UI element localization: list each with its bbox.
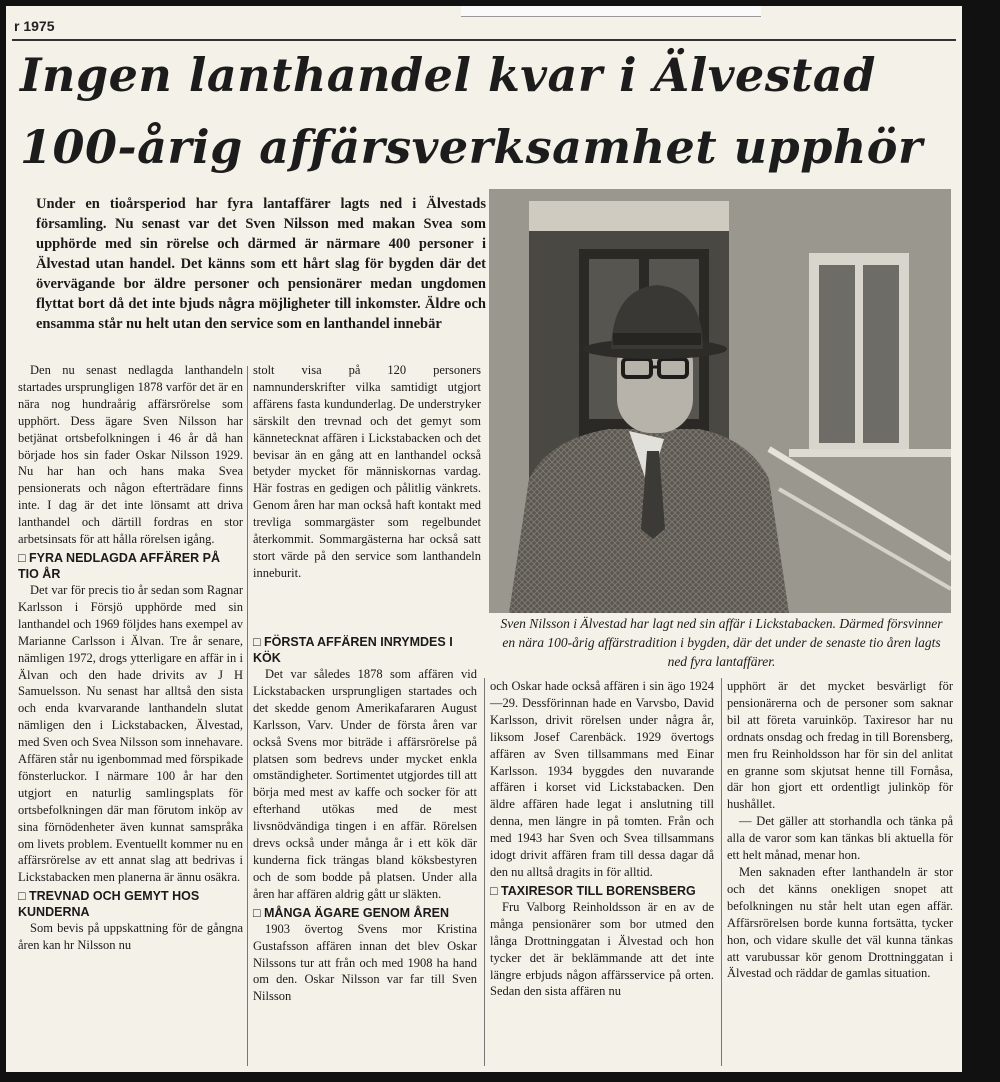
headline-line-1: Ingen lanthandel kvar i Älvestad bbox=[20, 48, 876, 102]
paragraph: 1903 övertog Svens mor Kristina Gustafsson affären innan det blev Oskar Nilssons tur att från och med 1908 ha hand om den. Oskar Nilsson var far till Sven Nilsson bbox=[253, 921, 477, 1004]
column-divider bbox=[484, 678, 485, 1066]
paragraph: Den nu senast nedlagda lanthandeln startades ursprungligen 1878 varför det är en nära nog hundraårig affärsrörelse som upphört. Dess ägare Sven Nilsson har betjänat ortsbefolkningen i 46 år då han började hos sin fader Oskar Nilsson 1929. Nu har han och hans maka Svea pensionerats och någon efterträdare finns inte. I dag är det inte lönsamt att driva lanthandel och därtill fordras en stor arbetsinsats för att hålla rörelsen igång. bbox=[18, 363, 243, 547]
paragraph: Men saknaden efter lanthandeln är stor och det känns onekligen snopet att befolkningen nu står helt utan egen affär. Affärsrörelsen borde kunna fortsätta, tycker hon, och vidare skulle det väl kunna tänkas att varubussar kör genom Drottninggatan i Älvestad och räddar de gamlas situation. bbox=[727, 864, 953, 981]
subheading: □ FYRA NEDLAGDA AFFÄRER PÅ TIO ÅR bbox=[18, 550, 220, 581]
article-column-1 bbox=[18, 362, 243, 954]
column-divider bbox=[721, 678, 722, 1066]
article-column-4 bbox=[490, 678, 714, 1000]
subheading: □ FÖRSTA AFFÄREN INRYMDES I KÖK bbox=[253, 635, 453, 665]
newspaper-clipping bbox=[6, 6, 962, 1072]
subheading: □ MÅNGA ÄGARE GENOM ÅREN bbox=[253, 905, 449, 920]
paragraph: stolt visa på 120 personers namnunderskrifter vilka samtidigt utgjort affärens fasta kundunderlag. De understryker särskilt den trevnad och det gemyt som kännetecknat affären i Lickstabacken och det bevisar än en gång att en lanthandel också betyder mycket för människornas vardag. Här fostras en gedigen och pålitlig vänkrets. Genom åren har man också haft kontakt med trevliga sommargäster som regelbundet återkommit. Sommargästerna har också satt stort värde på den service som lanthandeln inneburit. bbox=[253, 363, 481, 580]
attached-paper-strip bbox=[461, 6, 761, 17]
photo-caption: Sven Nilsson i Älvestad har lagt ned sin affär i Lickstabacken. Därmed försvinner en nära 100-årig affärstradition i bygden, där det under de senaste tio åren lagts ned fyra lantaffärer. bbox=[500, 616, 943, 669]
header-rule bbox=[12, 39, 956, 41]
article-column-5 bbox=[727, 678, 953, 982]
column-divider bbox=[247, 366, 248, 1066]
subheading: □ TREVNAD OCH GEMYT HOS KUNDERNA bbox=[18, 889, 200, 920]
paragraph: Det var således 1878 som affären vid Lickstabacken ursprungligen startades och det skedde genom Amerikafararen August Karlsson, Varv. Under de första åren var också Svens mor biträde i affärsrörelse på platsen som bedrevs under mycket enkla omständigheter. Sortimentet utgjordes till att börja med mest av kaffe och socker för att efterhand utökas med de mest livsnödvändiga tingen i en affär. Rörelsen drevs också under många år i ett kök där kunderna fick trängas bland köksbestyren och de som bodde på platsen. Under alla åren har affären aldrig gått ur släkten. bbox=[253, 667, 477, 901]
paragraph: Fru Valborg Reinholdsson är en av de många pensionärer som bor utmed den långa Drottninggatan i Älvestad och hon tycker det är beklämmande att det inte längre erbjuds någon affärsservice på orten. Sedan den sista affären nu bbox=[490, 899, 714, 999]
lead-paragraph: Under en tioårsperiod har fyra lantaffärer lagts ned i Älvestads församling. Nu senast var det Sven Nilsson med makan Svea som upphörde med sin rörelse och därmed är närmare 400 personer i Älvestad utan handel. Det känns som ett hårt slag för bygden där det övervägande bor äldre personer och pensionärer medan ungdomen flyttat bort då det inte bjuds några möjligheter till inkomster. Äldre och ensamma står nu helt utan den service som en lanthandel innebär bbox=[36, 196, 486, 332]
article-column-3 bbox=[253, 632, 477, 1005]
article-column-2 bbox=[253, 362, 481, 582]
paragraph: och Oskar hade också affären i sin ägo 1924—29. Dessförinnan hade en Varvsbo, David Karlsson, drivit rörelsen under några år, liksom Josef Carenbäck. 1929 övertogs affären av Sven tillsammans med Einar Karlsson. 1934 byggdes den nuvarande affären i korset vid Lickstabacken. Den äldre affären hade legat i anslutning till denna, men längre in på tomten. Från och med 1943 har Sven och Svea tillsammans idogt drivit affären fram till dessa dagar då den nu alltså dragits in för alltid. bbox=[490, 679, 714, 879]
paragraph: Det var för precis tio år sedan som Ragnar Karlsson i Försjö upphörde med sin lanthandel och 1969 följdes hans exempel av Marianne Carlsson i Älvan. Tre år senare, nämligen 1972, drogs ytterligare en affär in i Älvan och den hade drivits av J H Samuelsson. Nu senast har alltså den sista och enda kvarvarande lanthandeln slutat nämligen den i Lickstabacken, Älvestad, med Sven och Svea Nilsson som innehavare. Affären står nu igenbommad med förspikade fönsterluckor. I närmare 100 år har den utgjort en naturlig samlingsplats för ortsbefolkningen där man förutom inköp av sina förnödenheter även kunnat samspråka om livets problem. Eventuellt kommer nu en affärsrörelse av ett annat slag att bedrivas i Lickstabacken men planerna är ännu osäkra. bbox=[18, 582, 243, 885]
portrait-photo bbox=[489, 189, 951, 613]
paragraph: Som bevis på uppskattning för de gångna åren kan hr Nilsson nu bbox=[18, 921, 243, 953]
photo-illustration bbox=[489, 189, 951, 613]
headline-line-2: 100-årig affärsverksamhet upphör bbox=[20, 120, 923, 174]
paragraph: — Det gäller att storhandla och tänka på alla de varor som kan tänkas bli aktuella för ett helt månad, menar hon. bbox=[727, 814, 953, 863]
paragraph: upphört är det mycket besvärligt för pensionärerna och de personer som saknar bil att företa varuinköp. Taxiresor har nu ordnats onsdag och fredag in till Borensberg, men fru Reinholdsson har för sin del anlitat en granne som skjutsat henne till Fornåsa, där hon gjort ett ordentligt julinköp för hushållet. bbox=[727, 679, 953, 812]
page-date: r 1975 bbox=[14, 18, 55, 34]
subheading: □ TAXIRESOR TILL BORENSBERG bbox=[490, 883, 696, 898]
